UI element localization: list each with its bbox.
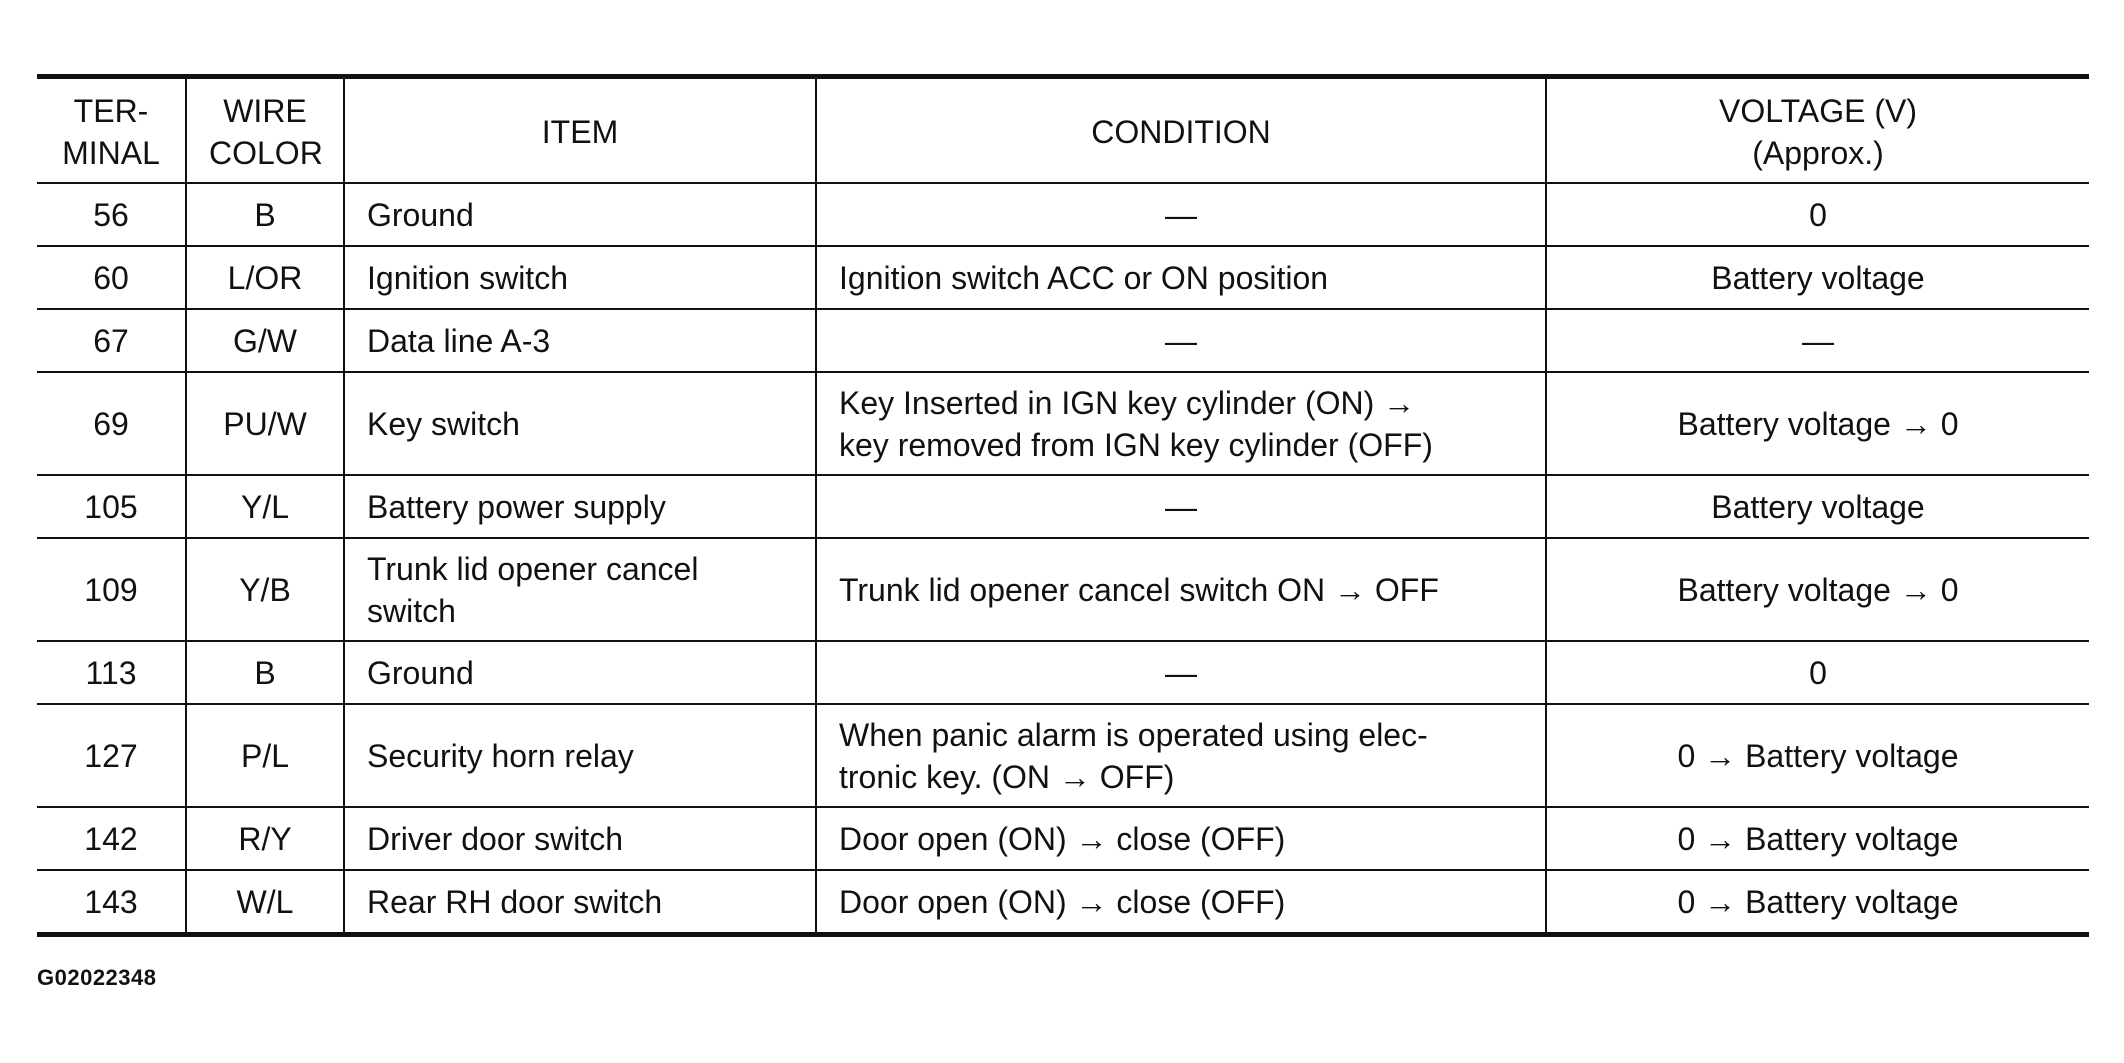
terminal-cell: 113	[37, 641, 186, 704]
condition-cell	[816, 538, 1546, 641]
table-row	[37, 807, 2089, 870]
item-cell	[344, 538, 816, 641]
condition-cell-line: key removed from IGN key cylinder (OFF)	[839, 426, 1433, 463]
condition-cell	[816, 704, 1546, 807]
item-cell-line: Key switch	[367, 405, 520, 442]
table-row	[37, 641, 2089, 704]
terminal-cell: 143	[37, 870, 186, 935]
condition-cell	[816, 641, 1546, 704]
terminal-cell: 67	[37, 309, 186, 372]
condition-cell-line: When panic alarm is operated using elec-	[839, 716, 1428, 753]
terminal-cell: 127	[37, 704, 186, 807]
table-row	[37, 475, 2089, 538]
wire-color-cell: Y/L	[186, 475, 344, 538]
condition-cell-line: —	[1165, 196, 1197, 233]
condition-cell	[816, 309, 1546, 372]
terminal-cell: 109	[37, 538, 186, 641]
condition-cell-line: Trunk lid opener cancel switch ON → OFF	[839, 571, 1439, 608]
table-row	[37, 704, 2089, 807]
condition-cell-line: Key Inserted in IGN key cylinder (ON) →	[839, 384, 1416, 421]
item-cell	[344, 372, 816, 475]
voltage-cell: Battery voltage → 0	[1546, 372, 2089, 475]
item-cell	[344, 807, 816, 870]
voltage-cell: Battery voltage	[1546, 246, 2089, 309]
item-cell-line: Trunk lid opener cancel	[367, 550, 699, 587]
table-header	[37, 77, 2089, 184]
header-item: ITEM	[344, 77, 816, 184]
condition-cell	[816, 372, 1546, 475]
table-row	[37, 372, 2089, 475]
table-row	[37, 246, 2089, 309]
voltage-cell: 0 → Battery voltage	[1546, 807, 2089, 870]
terminal-cell: 56	[37, 183, 186, 246]
header-condition: CONDITION	[816, 77, 1546, 184]
wire-color-cell: R/Y	[186, 807, 344, 870]
item-cell	[344, 641, 816, 704]
voltage-cell: 0	[1546, 183, 2089, 246]
wire-color-cell: L/OR	[186, 246, 344, 309]
table-row	[37, 309, 2089, 372]
table-row	[37, 183, 2089, 246]
wire-color-cell: P/L	[186, 704, 344, 807]
terminal-cell: 60	[37, 246, 186, 309]
table-row	[37, 538, 2089, 641]
figure-id: G02022348	[37, 965, 157, 990]
item-cell-line: Driver door switch	[367, 820, 624, 857]
table-body	[37, 183, 2089, 935]
wire-color-cell: Y/B	[186, 538, 344, 641]
voltage-cell: 0 → Battery voltage	[1546, 870, 2089, 935]
terminal-table	[37, 74, 2089, 937]
header-wire-color: WIRE COLOR	[186, 77, 344, 184]
condition-cell-line: Door open (ON) → close (OFF)	[839, 883, 1286, 920]
item-cell	[344, 870, 816, 935]
item-cell	[344, 475, 816, 538]
terminal-cell: 142	[37, 807, 186, 870]
item-cell	[344, 704, 816, 807]
header-row	[37, 77, 2089, 184]
item-cell-line: switch	[367, 592, 456, 629]
item-cell	[344, 309, 816, 372]
item-cell	[344, 183, 816, 246]
condition-cell-line: tronic key. (ON → OFF)	[839, 758, 1175, 795]
voltage-cell: —	[1546, 309, 2089, 372]
condition-cell	[816, 807, 1546, 870]
terminal-cell: 105	[37, 475, 186, 538]
item-cell-line: Data line A-3	[367, 322, 551, 359]
item-cell-line: Security horn relay	[367, 737, 634, 774]
wire-color-cell: B	[186, 183, 344, 246]
wire-color-cell: W/L	[186, 870, 344, 935]
wire-color-cell: B	[186, 641, 344, 704]
condition-cell	[816, 475, 1546, 538]
condition-cell	[816, 246, 1546, 309]
table-row	[37, 870, 2089, 935]
header-voltage: VOLTAGE (V) (Approx.)	[1546, 77, 2089, 184]
item-cell	[344, 246, 816, 309]
item-cell-line: Ground	[367, 654, 474, 691]
wire-color-cell: PU/W	[186, 372, 344, 475]
condition-cell	[816, 183, 1546, 246]
condition-cell-line: —	[1165, 322, 1197, 359]
voltage-cell: Battery voltage → 0	[1546, 538, 2089, 641]
condition-cell-line: Ignition switch ACC or ON position	[839, 259, 1329, 296]
header-terminal: TER- MINAL	[37, 77, 186, 184]
item-cell-line: Ground	[367, 196, 474, 233]
condition-cell-line: Door open (ON) → close (OFF)	[839, 820, 1286, 857]
condition-cell-line: —	[1165, 488, 1197, 525]
voltage-cell: 0	[1546, 641, 2089, 704]
item-cell-line: Ignition switch	[367, 259, 568, 296]
item-cell-line: Battery power supply	[367, 488, 666, 525]
voltage-cell: Battery voltage	[1546, 475, 2089, 538]
condition-cell	[816, 870, 1546, 935]
item-cell-line: Rear RH door switch	[367, 883, 663, 920]
voltage-cell: 0 → Battery voltage	[1546, 704, 2089, 807]
terminal-cell: 69	[37, 372, 186, 475]
wire-color-cell: G/W	[186, 309, 344, 372]
condition-cell-line: —	[1165, 654, 1197, 691]
